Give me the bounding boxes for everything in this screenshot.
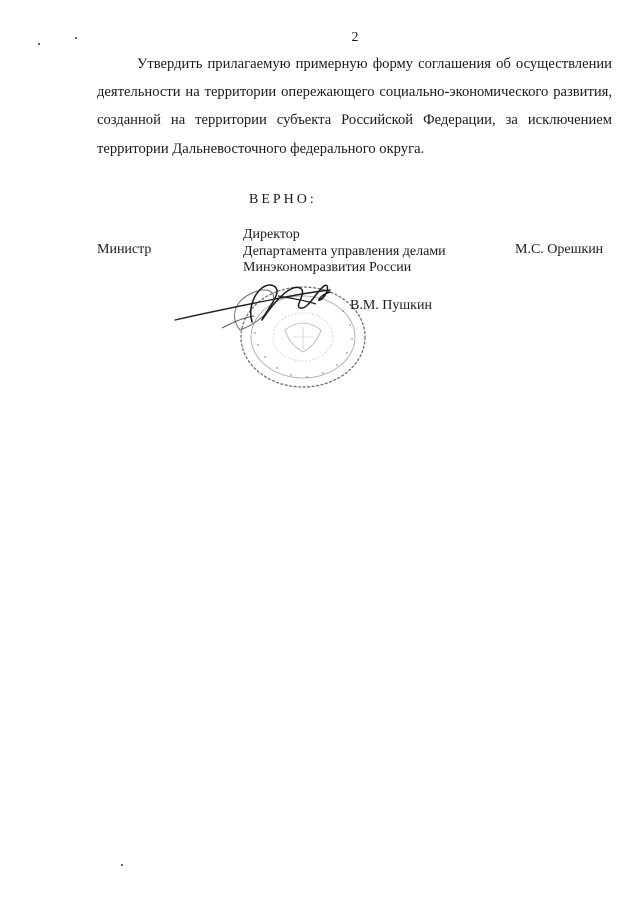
- certification-label: ВЕРНО:: [249, 192, 317, 207]
- official-seal-stamp: [225, 275, 375, 395]
- director-line-3: Минэкономразвития России: [243, 260, 412, 275]
- resolution-paragraph: Утвердить прилагаемую примерную форму соглашения об осуществлении деятельности на территории опережающего социально-экономического развития, созданной на территории субъекта Российской Федерации, за исключением территории Дальневосточного федерального округа.: [97, 56, 612, 157]
- director-line-1: Директор: [243, 227, 300, 242]
- page-number: 2: [351, 30, 359, 45]
- minister-title: Министр: [97, 242, 152, 257]
- scan-speck: [121, 864, 123, 866]
- minister-name: М.С. Орешкин: [515, 242, 604, 257]
- handwritten-signature: [170, 272, 370, 342]
- director-line-2: Департамента управления делами: [243, 243, 446, 259]
- director-title-block: [243, 227, 446, 277]
- director-name: В.М. Пушкин: [350, 298, 432, 313]
